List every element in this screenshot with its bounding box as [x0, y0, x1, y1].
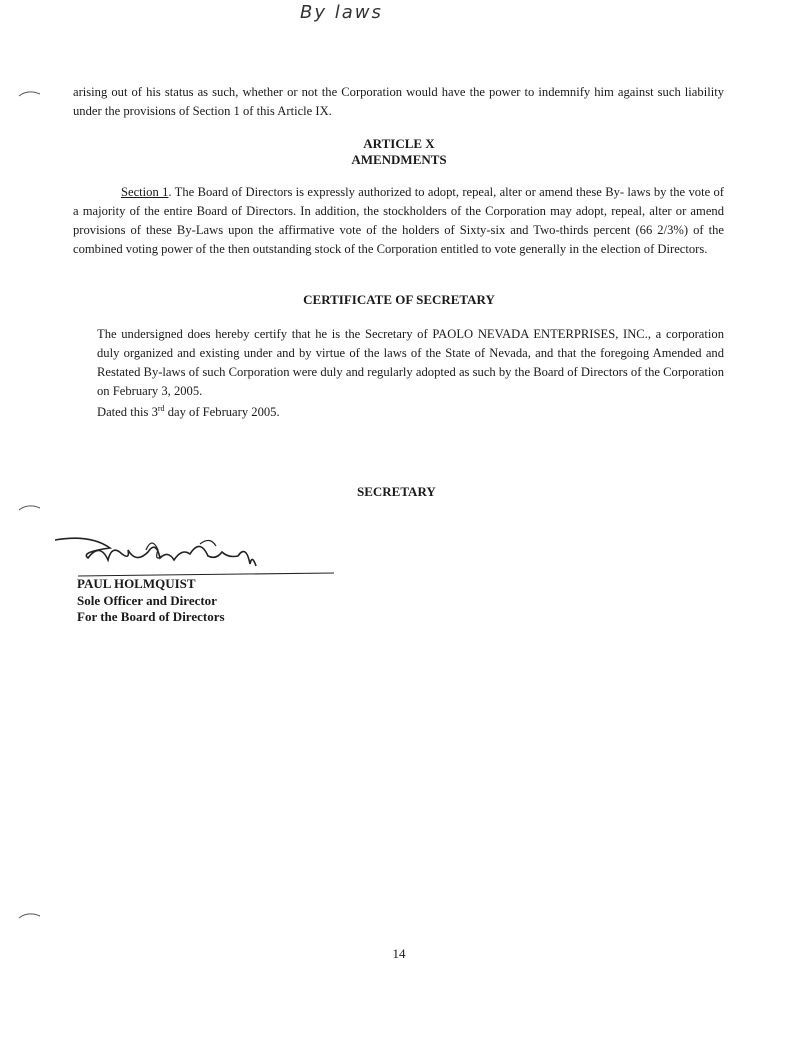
dated-line — [97, 403, 280, 422]
margin-mark-top — [18, 88, 42, 98]
signatory-name: PAUL HOLMQUIST — [77, 576, 196, 591]
article-title: AMENDMENTS — [351, 152, 447, 167]
dated-ordinal: rd — [157, 403, 165, 413]
signatory-title-line-1: Sole Officer and Director — [77, 593, 217, 608]
section-1-label: Section 1 — [121, 185, 169, 199]
section-1-text: . The Board of Directors is expressly authorized to adopt, repeal, alter or amend these By- laws by the vote of a majority of the entire Board of Directors. In addition, the stockholders of the Corporation may adopt, repeal, alter or amend provisions of these By-Laws upon the affirmative vote of the holders of Sixty-six and Two-thirds percent (66 2/3%) of the combined voting power of the then outstanding stock of the Corporation entitled to vote generally in the election of Directors. — [73, 185, 724, 256]
handwritten-note: By laws — [300, 2, 383, 23]
article-number: ARTICLE X — [363, 136, 435, 151]
certificate-paragraph: The undersigned does hereby certify that he is the Secretary of PAOLO NEVADA ENTERPRISES, INC., a corporation duly organized and existing under and by virtue of the laws of the State of Nevada, and that the foregoing Amended and Restated By-laws of such Corporation were duly and regularly adopted as such by the Board of Directors of the Corporation on February 3, 2005. — [97, 327, 724, 398]
certificate-heading: CERTIFICATE OF SECRETARY — [303, 292, 495, 307]
margin-mark-middle — [18, 502, 42, 512]
dated-prefix: Dated this 3 — [97, 405, 158, 419]
page-number: 14 — [392, 946, 406, 961]
margin-mark-bottom — [18, 910, 42, 920]
secretary-heading: SECRETARY — [357, 484, 436, 499]
intro-paragraph: arising out of his status as such, whether or not the Corporation would have the power to indemnify him against such liability under the provisions of Section 1 of this Article IX. — [73, 85, 724, 118]
section-1-paragraph — [73, 183, 724, 259]
dated-suffix: day of February 2005. — [167, 405, 280, 419]
signatory-title-line-2: For the Board of Directors — [77, 609, 225, 624]
